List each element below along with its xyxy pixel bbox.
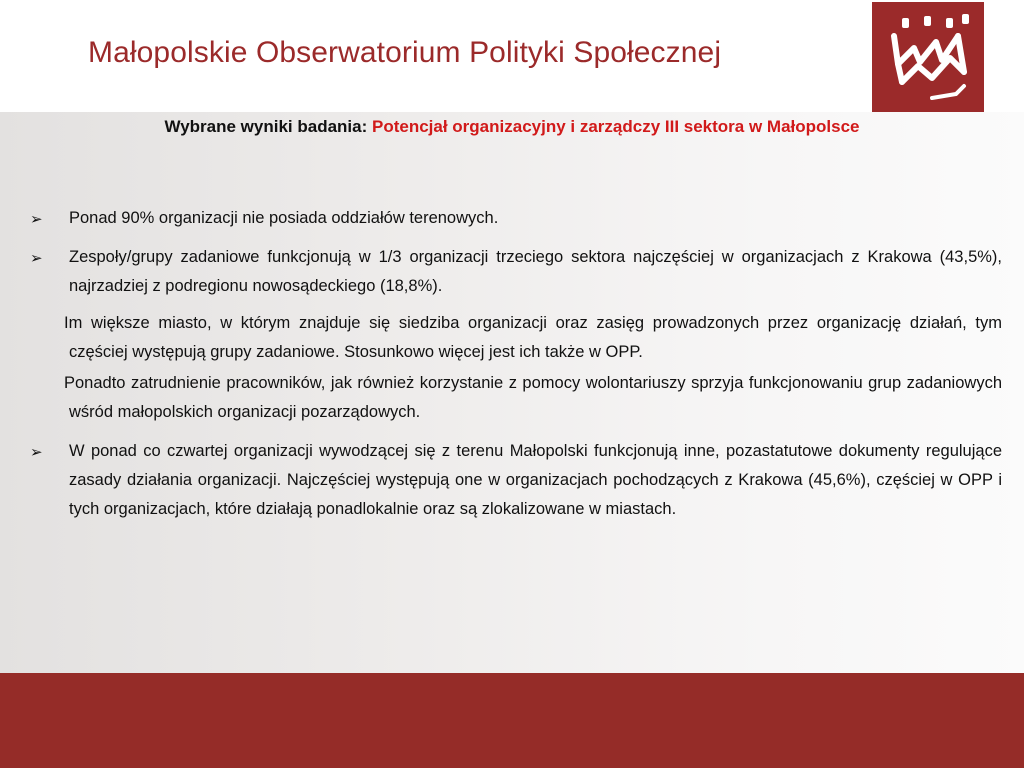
bullet-text: W ponad co czwartej organizacji wywodzącej się z terenu Małopolski funkcjonują inne, pozastatutowe dokumenty regulujące zasady działania organizacji. Najczęściej występują one w organizacjach pochodzących z Krakowa (45,6%), częściej w OPP i tych organizacjach, które działają ponadlokalnie oraz są zlokalizowane w miastach. (69, 442, 1002, 518)
arrow-bullet-icon: ➢ (30, 250, 43, 267)
arrow-bullet-icon: ➢ (30, 211, 43, 228)
paragraph: Ponadto zatrudnienie pracowników, jak również korzystanie z pomocy wolontariuszy sprzyja funkcjonowaniu grup zadaniowych wśród małopolskich organizacji pozarządowych. (64, 374, 1002, 421)
subtitle-lead: Wybrane wyniki badania: (164, 117, 372, 136)
footer-bar (0, 673, 1024, 768)
subtitle-topic: Potencjał organizacyjny i zarządczy III sektora w Małopolsce (372, 117, 860, 136)
bullet-text: Ponad 90% organizacji nie posiada oddziałów terenowych. (69, 209, 499, 227)
obserwatorium-logo-icon (872, 2, 984, 114)
slide-subtitle (0, 117, 1024, 137)
paragraph: Im większe miasto, w którym znajduje się siedziba organizacji oraz zasięg prowadzonych przez organizację działań, tym częściej występują grupy zadaniowe. Stosunkowo więcej jest ich także w OPP. (64, 314, 1002, 361)
bullet-item (30, 243, 1002, 301)
slide-body (30, 204, 1002, 532)
bullet-item (30, 204, 1002, 233)
arrow-bullet-icon: ➢ (30, 444, 43, 461)
bullet-item (30, 437, 1002, 524)
org-title: Małopolskie Obserwatorium Polityki Społecznej (88, 36, 722, 69)
header-bar (0, 0, 1024, 112)
bullet-text: Zespoły/grupy zadaniowe funkcjonują w 1/3 organizacji trzeciego sektora najczęściej w organizacjach z Krakowa (43,5%), najrzadziej z podregionu nowosądeckiego (18,8%). (69, 248, 1002, 295)
